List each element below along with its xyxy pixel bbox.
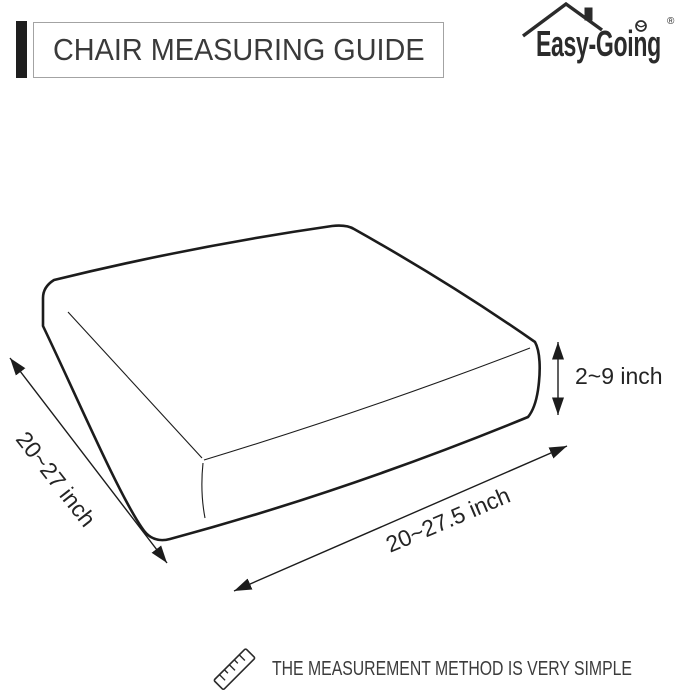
registered-trademark-mark: ® [667,16,675,27]
page-title: CHAIR MEASURING GUIDE [52,32,425,67]
measurement-note-text: THE MEASUREMENT METHOD IS VERY SIMPLE [272,657,632,680]
brand-name: Easy-Going [536,23,661,64]
cushion-outline [43,226,540,540]
cushion-illustration [43,226,540,540]
measurement-note [212,645,679,693]
front-width-label: 20~27.5 inch [381,481,514,558]
ruler-icon [212,645,260,693]
side-length-label: 20~27 inch [10,426,102,532]
thickness-label: 2~9 inch [575,363,663,389]
